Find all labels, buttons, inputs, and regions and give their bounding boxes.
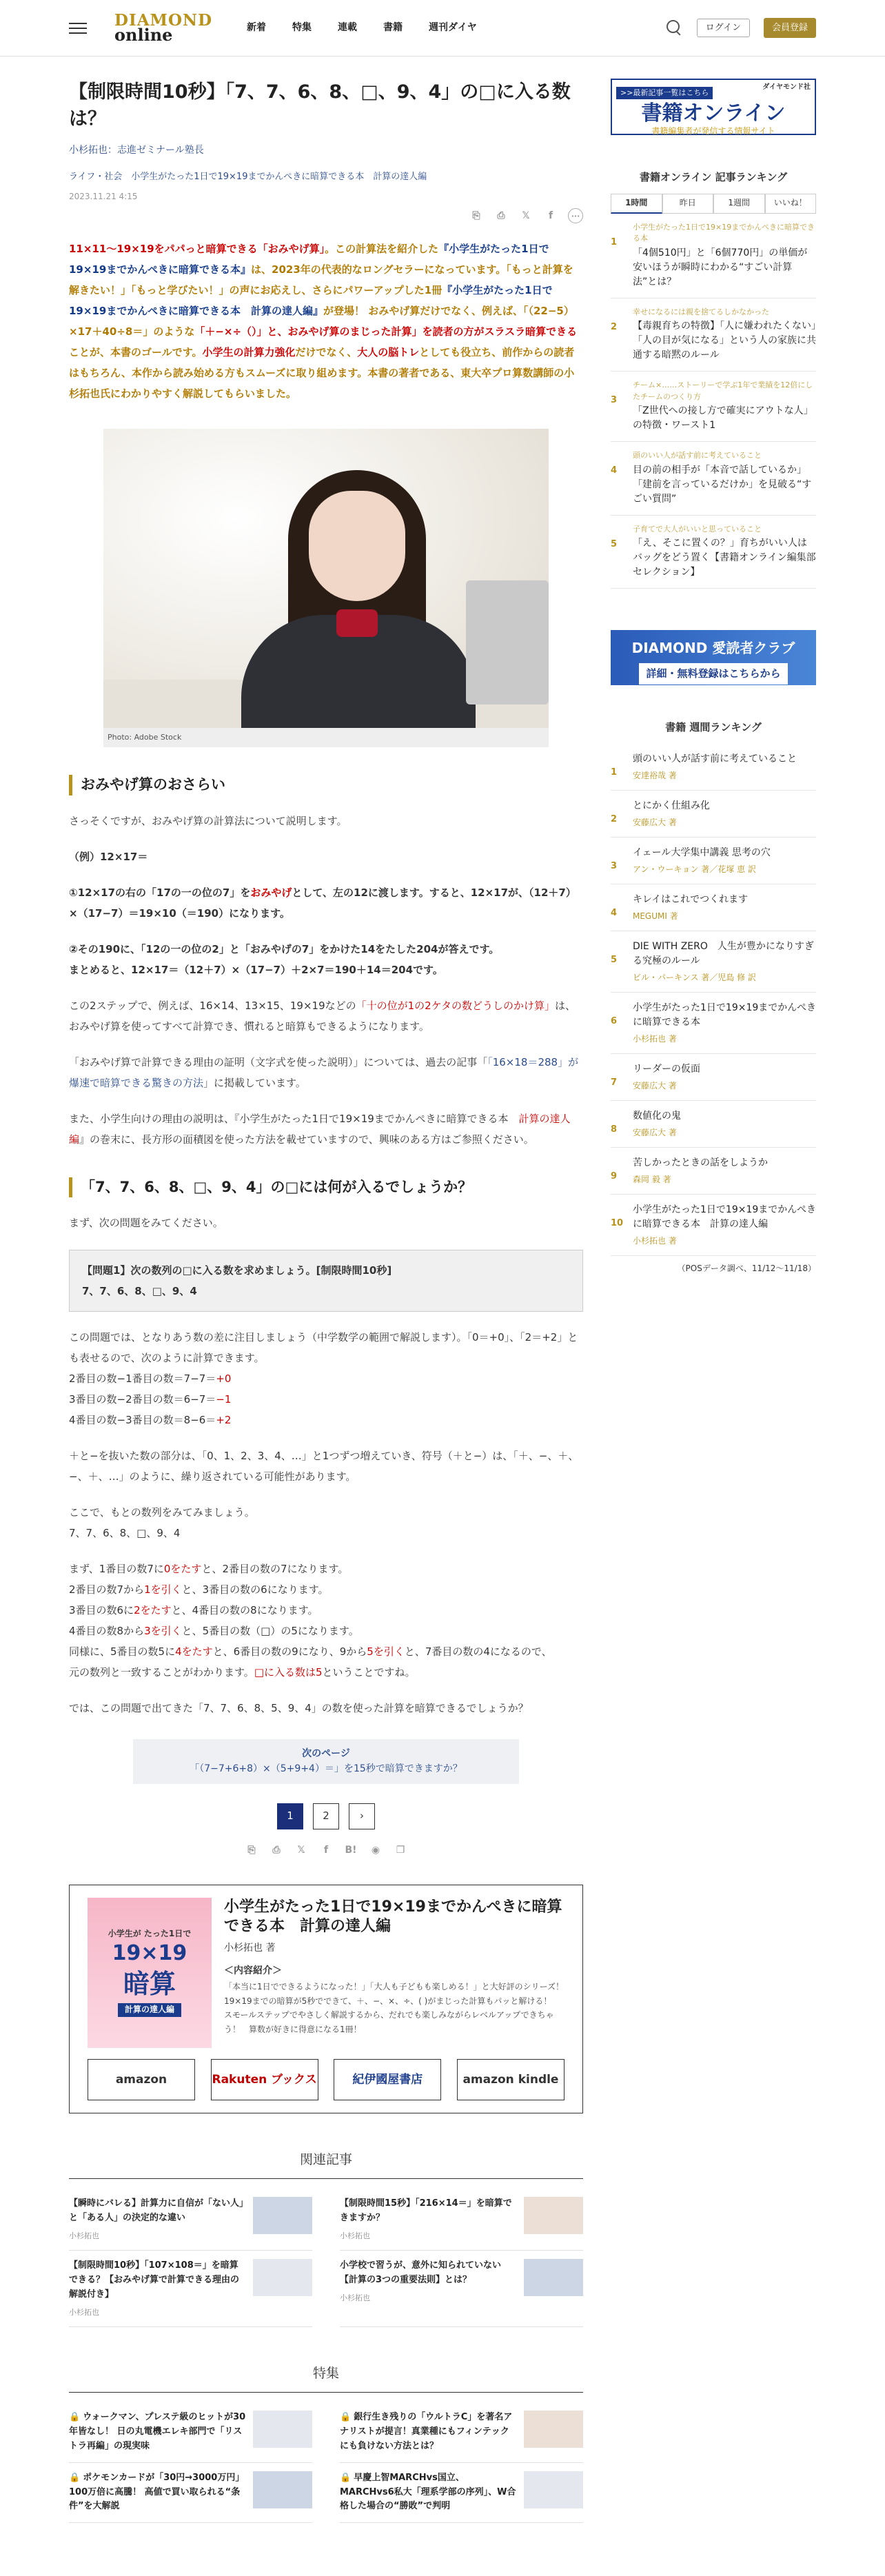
pagination (69, 1803, 583, 1829)
book-cover[interactable] (88, 1898, 212, 2048)
rank-number: 6 (611, 1016, 618, 1027)
text: 4をたす (175, 1645, 213, 1659)
cover-text: 計算の達人編 (118, 2003, 181, 2017)
weekly-item[interactable] (611, 1054, 816, 1101)
page-1[interactable]: 1 (277, 1803, 303, 1829)
rank-number: 5 (611, 538, 618, 549)
more-icon[interactable]: ··· (568, 208, 583, 223)
text: 」に掲載しています。 (203, 1076, 306, 1089)
rank-number: 1 (611, 236, 618, 247)
text: と、5番目の数（□）の5になります。 (181, 1625, 359, 1638)
text: この問題では、となりあう数の差に注目しましょう（中学数学の範囲で解説します）。「0＝+0」、「2＝+2」とも表せるので、次のように計算できます。 (69, 1331, 578, 1365)
article-category[interactable]: ライフ・社会 小学生がたった1日で19×19までかんぺきに暗算できる本 計算の達人編 (69, 172, 427, 183)
step-2 (69, 939, 583, 980)
line-icon[interactable]: ◉ (371, 1845, 380, 1856)
book-author: MEGUMI 著 (633, 911, 678, 922)
book-title[interactable]: 小学生がたった1日で19×19までかんぺきに暗算できる本 計算の達人編 (224, 1898, 562, 1936)
hatena-icon[interactable]: B! (345, 1845, 357, 1856)
ranking-item[interactable] (611, 298, 816, 372)
shop-links (88, 2059, 564, 2100)
rank-number: 8 (611, 1124, 618, 1135)
book-author: 小杉拓也 著 (224, 1943, 276, 1954)
card-title: ポケモンカードが「30円→3000万円」100万倍に高騰！ 高値で買い取られる“条件”を大解説 (69, 2472, 245, 2512)
section-heading: 「7、7、6、8、□、9、4」の□には何が入るでしょうか？ (69, 1177, 583, 1197)
ranking-list (611, 214, 816, 589)
weekly-item[interactable] (611, 838, 816, 884)
card-title: 【瞬時にバレる】計算力に自信が「ない人」と「ある人」の決定的な違い (69, 2198, 244, 2223)
article-lead (69, 239, 583, 404)
weekly-item[interactable] (611, 884, 816, 931)
feature-card[interactable] (340, 2463, 583, 2523)
card-author: 小杉拓也 (69, 2307, 99, 2317)
related-article-link[interactable]: 「16×18＝288」が爆速で暗算できる驚きの方法 (69, 1055, 579, 1089)
next-page-title: 「（7−7+6+8）×（5+9+4）＝」を15秒で暗算できますか？ (190, 1763, 462, 1775)
rank-series: 子育てで大人がいいと思っていること (633, 524, 762, 534)
feature-card[interactable] (69, 2402, 312, 2462)
tab-1hour[interactable]: 1時間 (611, 194, 662, 214)
paragraph (69, 1327, 583, 1430)
feature-articles (69, 2402, 583, 2523)
article-photo (103, 429, 549, 747)
card-title: 小学校で習うが、意外に知られていない【計算の3つの重要法則】とは？ (340, 2260, 502, 2285)
tab-yesterday[interactable]: 昨日 (662, 194, 714, 214)
paragraph: さっそくですが、おみやげ算の計算法について説明します。 (69, 814, 347, 827)
weekly-item[interactable] (611, 931, 816, 993)
text: −1 (216, 1393, 232, 1406)
rank-number: 1 (611, 767, 618, 778)
rank-number: 4 (611, 465, 618, 476)
weekly-item[interactable] (611, 993, 816, 1054)
photo-caption: Photo: Adobe Stock (103, 728, 549, 747)
banner-tag: >>最新記事一覧はこちら (616, 87, 713, 99)
book-name: キレイはこれでつくれます (633, 894, 749, 906)
rank-number: 2 (611, 814, 618, 825)
rank-number: 5 (611, 955, 618, 966)
reader-club-banner[interactable] (611, 630, 816, 685)
text: □に入る数は5 (254, 1666, 323, 1679)
text: まとめると、12×17＝（12＋7）×（17−7）＋2×7＝190＋14＝204です。 (69, 963, 443, 976)
book-author: 小杉拓也 著 (633, 1034, 677, 1044)
rank-number: 10 (611, 1218, 624, 1229)
related-articles (69, 2189, 583, 2327)
pos-note: （POSデータ調べ、11/12〜11/18） (677, 1264, 816, 1274)
related-card[interactable] (340, 2189, 583, 2251)
book-author: ビル・パーキンス 著／児島 修 訳 (633, 973, 756, 983)
paragraph: では、この問題で出てきた「7、7、6、8、5、9、4」の数を使った計算を暗算できるでしょうか？ (69, 1702, 529, 1715)
rank-number: 9 (611, 1171, 618, 1182)
sidebar (611, 79, 816, 2523)
lead-part: 11×11〜19×19をパパっと暗算できる (69, 243, 258, 256)
ranking-item[interactable] (611, 442, 816, 516)
print-icon[interactable]: ⎙ (497, 210, 505, 221)
paragraph (69, 1052, 583, 1093)
text: ①12×17の右の「17の一の位の7」を (69, 886, 251, 899)
login-button[interactable]: ログイン (697, 19, 750, 37)
text: として、左の12に渡します。すると、12×17が、（12＋7）×（17−7）＝19×10（＝190）になります。 (69, 886, 576, 920)
card-author: 小杉拓也 (69, 2231, 99, 2240)
twitter-icon[interactable]: 𝕏 (297, 1845, 305, 1856)
book-author: 安藤広大 著 (633, 1081, 677, 1091)
ranking-title: 書籍オンライン 記事ランキング (639, 171, 788, 183)
lead-part: 「＋−×÷（）」と、おみやげ算のまじった計算」を読者の方がスラスラ暗算できる (194, 325, 578, 338)
weekly-ranking-list (611, 744, 816, 1256)
card-thumbnail (524, 2197, 583, 2234)
lock-icon: 🔒 (340, 2412, 352, 2423)
paragraph: まず、次の問題をみてください。 (69, 1217, 223, 1230)
book-name: 数値化の鬼 (633, 1110, 681, 1122)
book-description: 「本当に1日でできるようになった！」「大人も子どもも楽しめる！」と大好評のシリーズ！ 19×19までの暗算が5秒でできて、＋、−、×、÷、( )がまじった計算もパッと解ける！ スモールステップでやさしく解説するから、だれでも楽しみながらレベルアップできちゃう！ 算数が好きに得意になる1冊！ (224, 1982, 573, 2034)
book-author: 安藤広大 著 (633, 1128, 677, 1138)
text: 0をたす (163, 1563, 202, 1576)
lock-icon: 🔒 (69, 2472, 81, 2483)
text: 3番目の数−2番目の数＝6−7＝ (69, 1393, 216, 1406)
book-link[interactable]: 計算の達人編 (69, 1112, 571, 1146)
text: と、3番目の数の6になります。 (181, 1583, 329, 1596)
card-thumbnail (524, 2471, 583, 2508)
page-next[interactable]: › (349, 1803, 375, 1829)
lead-part: が登場！ おみやげ算だけでなく、例えば、「（22−5）×17＋40÷8＝」のような (69, 305, 574, 338)
weekly-ranking-title: 書籍 週間ランキング (665, 721, 762, 734)
rank-title: 目の前の相手が「本音で話しているか」「建前を言っているだけか」を見破る“すごい質問” (633, 464, 812, 505)
card-thumbnail (253, 2197, 312, 2234)
text: 「おみやげ算で計算できる理由の証明（文字式を使った説明）」については、過去の記事「 (69, 1055, 488, 1068)
lead-part: は、2023年の代表的なロングセラーになっています。「もっと計算を解きたい！」「もっと学びたい！」の声にお応えし、さらにパワーアップした1冊 (69, 263, 573, 297)
lead-part: としても役立ち、前作からの読者はもちろん、本作から読み始める方もスムーズに取り組めます。本書の著者である、東大卒プロ算数講師の小杉拓也氏にわかりやすく解説してもらいました。 (69, 346, 575, 400)
lead-book-link[interactable]: 『小学生がたった1日で19×19までかんぺきに暗算できる本 計算の達人編』 (69, 284, 553, 318)
text: と、4番目の数の8になります。 (171, 1604, 318, 1617)
weekly-item[interactable] (611, 1195, 816, 1256)
text: +2 (216, 1414, 232, 1427)
rank-series: 幸せになるには親を捨てるしかなかった (633, 307, 769, 316)
text: と、7番目の数の4になるので、 (404, 1645, 552, 1659)
related-heading: 関連記事 (69, 2148, 583, 2179)
nav-feature[interactable]: 特集 (292, 21, 312, 33)
card-title: 銀行生き残りの「ウルトラC」を著名アナリストが提言！真業種にもフィンテックにも負けない方法とは？ (340, 2412, 513, 2451)
text: ここで、もとの数列をみてみましょう。 (69, 1506, 255, 1519)
question-sequence: 7、7、6、8、□、9、4 (82, 1285, 197, 1298)
text: 4番目の数−3番目の数＝8−6＝ (69, 1414, 216, 1427)
text: 2番目の数7から (69, 1583, 145, 1596)
rank-series: 小学生がたった1日で19×19までかんぺきに暗算できる本 (633, 222, 815, 243)
nav-weekly[interactable]: 週刊ダイヤ (429, 21, 477, 33)
book-name: イェール大学集中講義 思考の穴 (633, 847, 771, 859)
lead-part: ことが、本書のゴールです。 (69, 346, 203, 359)
lead-part: 大人の脳トレ (357, 346, 420, 359)
logo-bottom: online (114, 25, 173, 45)
question-text: 【問題1】次の数列の□に入る数を求めましょう。[制限時間10秒] (82, 1264, 392, 1277)
book-name: とにかく仕組み化 (633, 800, 710, 812)
tab-1week[interactable]: 1週間 (713, 194, 765, 214)
menu-icon[interactable] (69, 23, 87, 34)
rank-number: 3 (611, 395, 618, 406)
book-promo (69, 1885, 583, 2113)
facebook-icon[interactable]: f (323, 1845, 329, 1856)
text: 同様に、5番目の数5に (69, 1645, 176, 1659)
ranking-item[interactable] (611, 372, 816, 442)
card-title: 早慶上智MARCHvs国立、MARCHvs6私大「理系学部の序列」、W合格した場合の“勝敗”で判明 (340, 2472, 516, 2512)
text: 』の巻末に、長方形の面積図を使った方法を載せていますので、興味のある方はご参照ください。 (79, 1133, 534, 1146)
card-title: 【制限時間10秒】「107×108＝」を暗算できる？【おみやげ算で計算できる理由の解説付き】 (69, 2260, 240, 2300)
weekly-item[interactable] (611, 744, 816, 791)
book-author: 森岡 毅 著 (633, 1175, 671, 1185)
related-card[interactable] (69, 2189, 312, 2251)
banner-subtitle: 書籍編集者が発信する情報サイト (651, 126, 775, 136)
cover-text: 19×19 (112, 1940, 187, 1965)
paragraph (69, 1559, 583, 1683)
cover-text: 暗算 (123, 1967, 176, 1999)
paragraph: ＋と−を抜いた数の部分は、「0、1、2、3、4、…」と1つずつ増えていき、符号（＋と−）は、「＋、−、＋、−、＋、…」のように、繰り返されている可能性があります。 (69, 1450, 579, 1483)
rank-number: 3 (611, 861, 618, 872)
ranking-tabs (611, 194, 816, 214)
logo-top: DIAMOND (114, 11, 213, 30)
book-author: 小杉拓也 著 (633, 1236, 677, 1246)
photo-image (103, 429, 549, 728)
text: 3番目の数6に (69, 1604, 134, 1617)
article-date: 2023.11.21 4:15 (69, 191, 138, 201)
register-button[interactable]: 会員登録 (764, 18, 816, 38)
banner-brand: ダイヤモンド社 (762, 83, 811, 91)
related-card[interactable] (69, 2251, 312, 2327)
share-bar (69, 208, 583, 223)
rank-title: 「え、そこに置くの？」育ちがいい人はバッグをどう置く【書籍オンライン編集部セレクション】 (633, 538, 816, 578)
shop-kinokuniya[interactable]: 紀伊國屋書店 (334, 2059, 441, 2100)
text: 3を引く (144, 1625, 182, 1638)
next-page-link[interactable] (133, 1739, 519, 1784)
card-thumbnail (253, 2411, 312, 2448)
page-2[interactable]: 2 (313, 1803, 339, 1829)
ranking-item[interactable] (611, 516, 816, 589)
weekly-item[interactable] (611, 1101, 816, 1148)
lock-icon: 🔒 (69, 2412, 81, 2423)
search-icon[interactable] (665, 19, 683, 37)
text: +0 (216, 1372, 232, 1386)
article-author[interactable]: 小杉拓也：志進ゼミナール塾長 (69, 145, 204, 156)
card-title: 【制限時間15秒】「216×14＝」を暗算できますか？ (340, 2198, 512, 2223)
book-name: 小学生がたった1日で19×19までかんぺきに暗算できる本 (633, 1002, 816, 1028)
text: また、小学生向けの理由の説明は、『小学生がたった1日で19×19までかんぺきに暗算できる本 (69, 1112, 519, 1125)
lead-part: だけでなく、 (295, 346, 358, 359)
rank-title: 「Z世代への接し方で確実にアウトな人」の特徴・ワースト1 (633, 405, 813, 432)
question-box (69, 1250, 583, 1312)
shop-amazon[interactable]: amazon (88, 2059, 195, 2100)
text: 5を引く (367, 1645, 405, 1659)
lead-part: 。この計算法を紹介した (325, 243, 439, 256)
print-icon[interactable]: ⎙ (272, 1845, 281, 1856)
article-main (69, 79, 583, 2523)
text: 「十の位が1の2ケタの数どうしのかけ算」 (356, 999, 555, 1012)
text: 2をたす (134, 1604, 172, 1617)
site-logo[interactable] (114, 12, 212, 43)
text: 2番目の数−1番目の数＝7−7＝ (69, 1372, 216, 1386)
book-author: アン・ウーキョン 著／花塚 恵 訳 (633, 864, 756, 875)
nav-series[interactable]: 連載 (338, 21, 358, 33)
books-online-banner[interactable] (611, 79, 816, 135)
shop-rakuten[interactable]: Rakuten ブックス (211, 2059, 318, 2100)
book-author: 安藤広大 著 (633, 818, 677, 828)
card-title: ウォークマン、プレステ級のヒットが30年皆なし！ 日の丸電機エレキ部門で「リストラ再編」の現実味 (69, 2412, 246, 2451)
rank-series: チーム×……ストーリーで学ぶ1年で業績を12倍にしたチームのつくり方 (633, 381, 813, 401)
text: と、6番目の数の9になり、9から (212, 1645, 367, 1659)
book-name: DIE WITH ZERO 人生が豊かになりすぎる究極のルール (633, 941, 814, 967)
facebook-icon[interactable]: f (548, 210, 553, 221)
book-name: 小学生がたった1日で19×19までかんぺきに暗算できる本 計算の達人編 (633, 1204, 816, 1230)
lead-part: 小学生の計算力強化 (202, 346, 296, 359)
clip-icon[interactable]: ⎘ (247, 1845, 256, 1856)
rank-title: 【毒親育ちの特徴】「人に嫌われたくない」「人の目が気になる」という人の家族に共通する暗黙のルール (633, 321, 816, 361)
club-title: DIAMOND 愛読者クラブ (631, 640, 795, 657)
text: まず、1番目の数7に (69, 1563, 164, 1576)
weekly-item[interactable] (611, 791, 816, 838)
text: と、2番目の数の7になります。 (201, 1563, 349, 1576)
text: 7、7、6、8、□、9、4 (69, 1527, 181, 1540)
rank-number: 2 (611, 321, 618, 332)
lock-icon: 🔒 (340, 2472, 352, 2483)
text: 元の数列と一致することがわかります。 (69, 1666, 254, 1679)
book-desc-heading: ＜内容紹介＞ (224, 1965, 282, 1977)
card-author: 小杉拓也 (340, 2231, 370, 2240)
global-nav (247, 19, 477, 37)
rank-title: 「4個510円」と「6個770円」の単価が安いほうが瞬時にわかる“すごい計算法”とは？ (633, 247, 808, 287)
club-cta: 詳細・無料登録はこちらから (639, 663, 787, 684)
site-header (0, 0, 885, 57)
weekly-item[interactable] (611, 1148, 816, 1195)
banner-title: 書籍オンライン (641, 101, 786, 125)
example-title: （例）12×17＝ (69, 850, 148, 863)
text: ということですね。 (322, 1666, 416, 1679)
section-heading: おみやげ算のおさらい (69, 775, 583, 795)
book-name: 頭のいい人が話す前に考えていること (633, 753, 797, 765)
text: ②その190に、「12の一の位の2」と「おみやげの7」をかけた14をたした204が答えです。 (69, 942, 500, 955)
rank-number: 4 (611, 908, 618, 919)
copy-icon[interactable]: ❐ (396, 1845, 405, 1856)
clip-icon[interactable]: ⎘ (472, 210, 480, 221)
share-bar-bottom (69, 1843, 583, 1858)
feature-card[interactable] (340, 2402, 583, 2462)
card-thumbnail (524, 2411, 583, 2448)
text: この2ステップで、例えば、16×14、13×15、19×19などの (69, 999, 356, 1012)
shop-kindle[interactable]: amazon kindle (457, 2059, 564, 2100)
book-name: 苦しかったときの話をしようか (633, 1157, 768, 1169)
article-title: 【制限時間10秒】「7、7、6、8、□、9、4」の□に入る数は？ (69, 81, 571, 130)
cover-text: 小学生が たった1日で (108, 1929, 192, 1939)
tab-likes[interactable]: いいね！ (765, 194, 817, 214)
card-thumbnail (253, 2471, 312, 2508)
text: 1を引く (144, 1583, 182, 1596)
card-author: 小杉拓也 (340, 2293, 370, 2302)
nav-books[interactable]: 書籍 (383, 21, 403, 33)
paragraph (69, 995, 583, 1037)
book-author: 安達裕哉 著 (633, 771, 677, 781)
text: は、おみやげ算を使ってすべて計算でき、慣れると暗算もできるようになります。 (69, 999, 576, 1033)
feature-heading: 特集 (69, 2362, 583, 2393)
lead-book-link[interactable]: 『小学生がたった1日で19×19までかんぺきに暗算できる本』 (69, 243, 549, 276)
rank-number: 7 (611, 1077, 618, 1088)
step-1 (69, 882, 583, 924)
book-name: リーダーの仮面 (633, 1064, 700, 1075)
twitter-icon[interactable]: 𝕏 (522, 210, 530, 221)
related-card[interactable] (340, 2251, 583, 2327)
text: 4番目の数8から (69, 1625, 145, 1638)
feature-card[interactable] (69, 2463, 312, 2523)
paragraph (69, 1502, 583, 1543)
card-thumbnail (524, 2259, 583, 2296)
header-actions (665, 18, 816, 38)
paragraph (69, 1108, 583, 1150)
next-page-label: 次のページ (302, 1748, 350, 1760)
lead-part: 「おみやげ算」 (257, 243, 325, 256)
nav-new[interactable]: 新着 (247, 21, 267, 33)
card-thumbnail (253, 2259, 312, 2296)
ranking-item[interactable] (611, 214, 816, 298)
text: おみやげ (250, 886, 292, 899)
rank-series: 頭のいい人が話す前に考えていること (633, 451, 762, 460)
